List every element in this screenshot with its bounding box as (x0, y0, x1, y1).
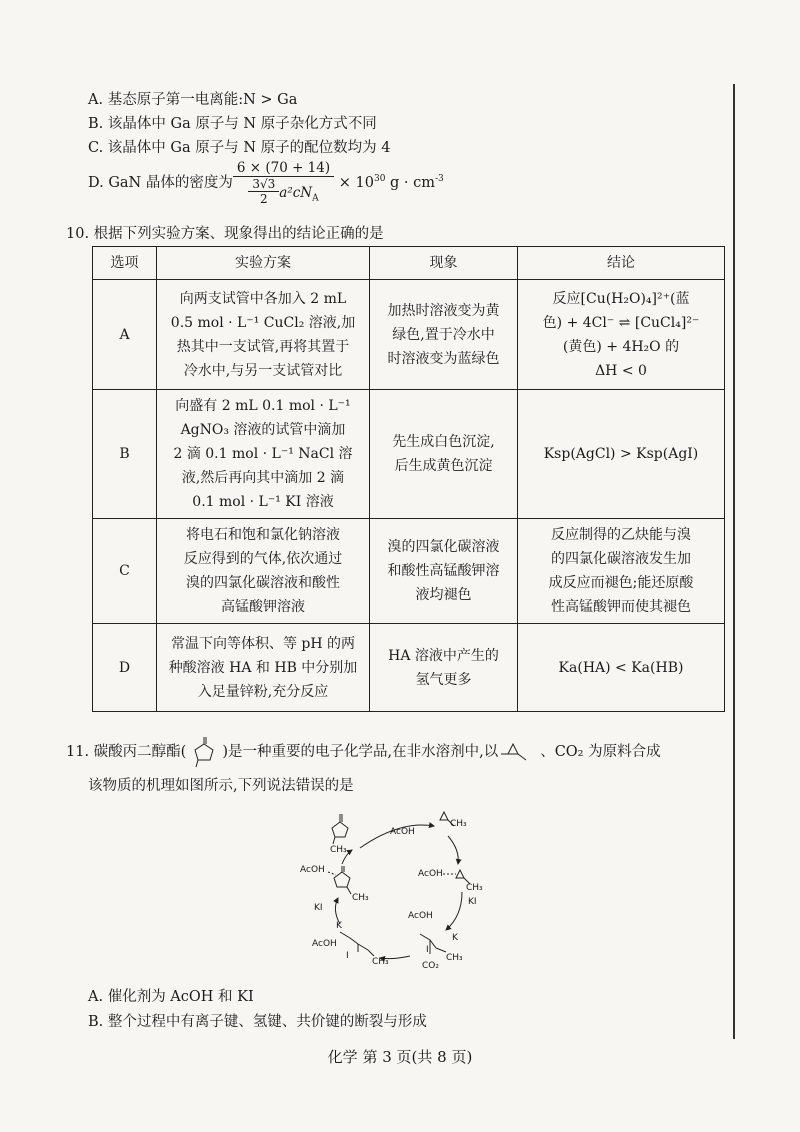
mech-acoh-top: AcOH (390, 827, 415, 837)
option-d-unit-exponent: -3 (435, 174, 444, 185)
mech-acoh-bottom: AcOH (408, 911, 433, 921)
option-d-suffix: × 10 (338, 175, 374, 191)
mech-ch3-bottom: CH₃ (372, 957, 389, 967)
header-conclusion: 结论 (518, 247, 725, 280)
fraction-denominator (233, 177, 334, 206)
mech-ch3-carbonate: CH₃ (330, 845, 347, 855)
table-row (93, 624, 725, 712)
mech-ch3-left: CH₃ (352, 893, 369, 903)
mech-k-right: K (452, 933, 458, 943)
row-conclusion: 反应制得的乙炔能与溴 的四氯化碳溶液发生加 成反应而褪色;能还原酸 性高锰酸钾而使其褪色 (518, 519, 725, 624)
option-d-unit: g · cm (390, 175, 436, 191)
q11-stem-part2: )是一种重要的电子化学品,在非水溶剂中,以 (222, 744, 499, 760)
row-phenomenon: 加热时溶液变为黄 绿色,置于冷水中 时溶液变为蓝绿色 (370, 280, 518, 390)
q11-option-a: A. 催化剂为 AcOH 和 KI (88, 989, 254, 1005)
q9-option-d (88, 160, 444, 206)
row-conclusion: 反应[Cu(H₂O)₄]²⁺(蓝 色) + 4Cl⁻ ⇌ [CuCl₄]²⁻ (黄色) + 4H₂O 的 ΔH < 0 (518, 280, 725, 390)
mech-k-left: K (336, 921, 342, 931)
q11-stem-part1: 11. 碳酸丙二醇酯( (66, 744, 187, 760)
row-conclusion: Ksp(AgCl) > Ksp(AgI) (518, 390, 725, 519)
table-row (93, 390, 725, 519)
row-phenomenon: 溴的四氯化碳溶液 和酸性高锰酸钾溶 液均褪色 (370, 519, 518, 624)
row-plan: 向盛有 2 mL 0.1 mol · L⁻¹ AgNO₃ 溶液的试管中滴加 2 滴 0.1 mol · L⁻¹ NaCl 溶 液,然后再向其中滴加 2 滴 0.1 mol · L⁻¹ KI 溶液 (157, 390, 370, 519)
q11-stem-line2: 该物质的机理如图所示,下列说法错误的是 (88, 778, 354, 794)
row-option: C (93, 519, 157, 624)
mech-acoh-right: AcOH (418, 869, 443, 879)
denominator-over: 2 (260, 192, 268, 206)
row-phenomenon: 先生成白色沉淀, 后生成黄色沉淀 (370, 390, 518, 519)
mech-ki-left: KI (314, 903, 323, 913)
row-phenomenon: HA 溶液中产生的 氢气更多 (370, 624, 518, 712)
q11-option-b: B. 整个过程中有离子键、氢键、共价键的断裂与形成 (88, 1014, 427, 1030)
mech-acoh-left: AcOH (300, 865, 325, 875)
row-plan: 向两支试管中各加入 2 mL 0.5 mol · L⁻¹ CuCl₂ 溶液,加 热其中一支试管,再将其置于 冷水中,与另一支试管对比 (157, 280, 370, 390)
propylene-oxide-structure (498, 736, 540, 764)
row-conclusion: Ka(HA) < Ka(HB) (518, 624, 725, 712)
mech-iodine-right: I (426, 945, 429, 955)
fraction-numerator: 6 × (70 + 14) (233, 160, 334, 177)
q11-stem (66, 734, 661, 768)
right-margin-line (733, 84, 735, 1039)
table-header-row (93, 247, 725, 280)
q9-option-b: B. 该晶体中 Ga 原子与 N 原子杂化方式不同 (88, 116, 377, 132)
q9-option-c: C. 该晶体中 Ga 原子与 N 原子的配位数均为 4 (88, 140, 391, 156)
option-d-prefix: D. GaN 晶体的密度为 (88, 175, 233, 191)
mech-ch3-right: CH₃ (466, 883, 483, 893)
row-plan: 将电石和饱和氯化钠溶液 反应得到的气体,依次通过 溴的四氯化碳溶液和酸性 高锰酸钾溶液 (157, 519, 370, 624)
q9-option-a: A. 基态原子第一电离能:N > Ga (88, 92, 298, 108)
row-option: A (93, 280, 157, 390)
denominator-tail: a²cN (279, 185, 313, 201)
propylene-carbonate-structure (186, 734, 222, 768)
option-d-exponent: 30 (373, 174, 386, 185)
table-row (93, 519, 725, 624)
experiment-table (92, 246, 725, 712)
denominator-coef: 3√3 (248, 177, 279, 192)
reaction-mechanism-diagram (300, 800, 515, 970)
q10-stem: 10. 根据下列实验方案、现象得出的结论正确的是 (66, 226, 384, 242)
mech-iodine-left: I (346, 951, 349, 961)
page-footer: 化学 第 3 页(共 8 页) (327, 1048, 473, 1066)
header-plan: 实验方案 (157, 247, 370, 280)
denominator-sub: A (312, 193, 319, 204)
mech-ch3-bottom-right: CH₃ (446, 953, 463, 963)
row-option: D (93, 624, 157, 712)
table-row (93, 280, 725, 390)
row-plan: 常温下向等体积、等 pH 的两 种酸溶液 HA 和 HB 中分别加 入足量锌粉,充分反应 (157, 624, 370, 712)
density-fraction (233, 160, 334, 206)
mech-acoh-bottom-left: AcOH (312, 939, 337, 949)
mech-ki-right: KI (468, 897, 477, 907)
header-option: 选项 (93, 247, 157, 280)
mech-co2: CO₂ (422, 961, 439, 970)
q11-stem-part3: 、CO₂ 为原料合成 (540, 744, 661, 760)
mech-ch3-top: CH₃ (450, 819, 467, 829)
row-option: B (93, 390, 157, 519)
header-phenomenon: 现象 (370, 247, 518, 280)
